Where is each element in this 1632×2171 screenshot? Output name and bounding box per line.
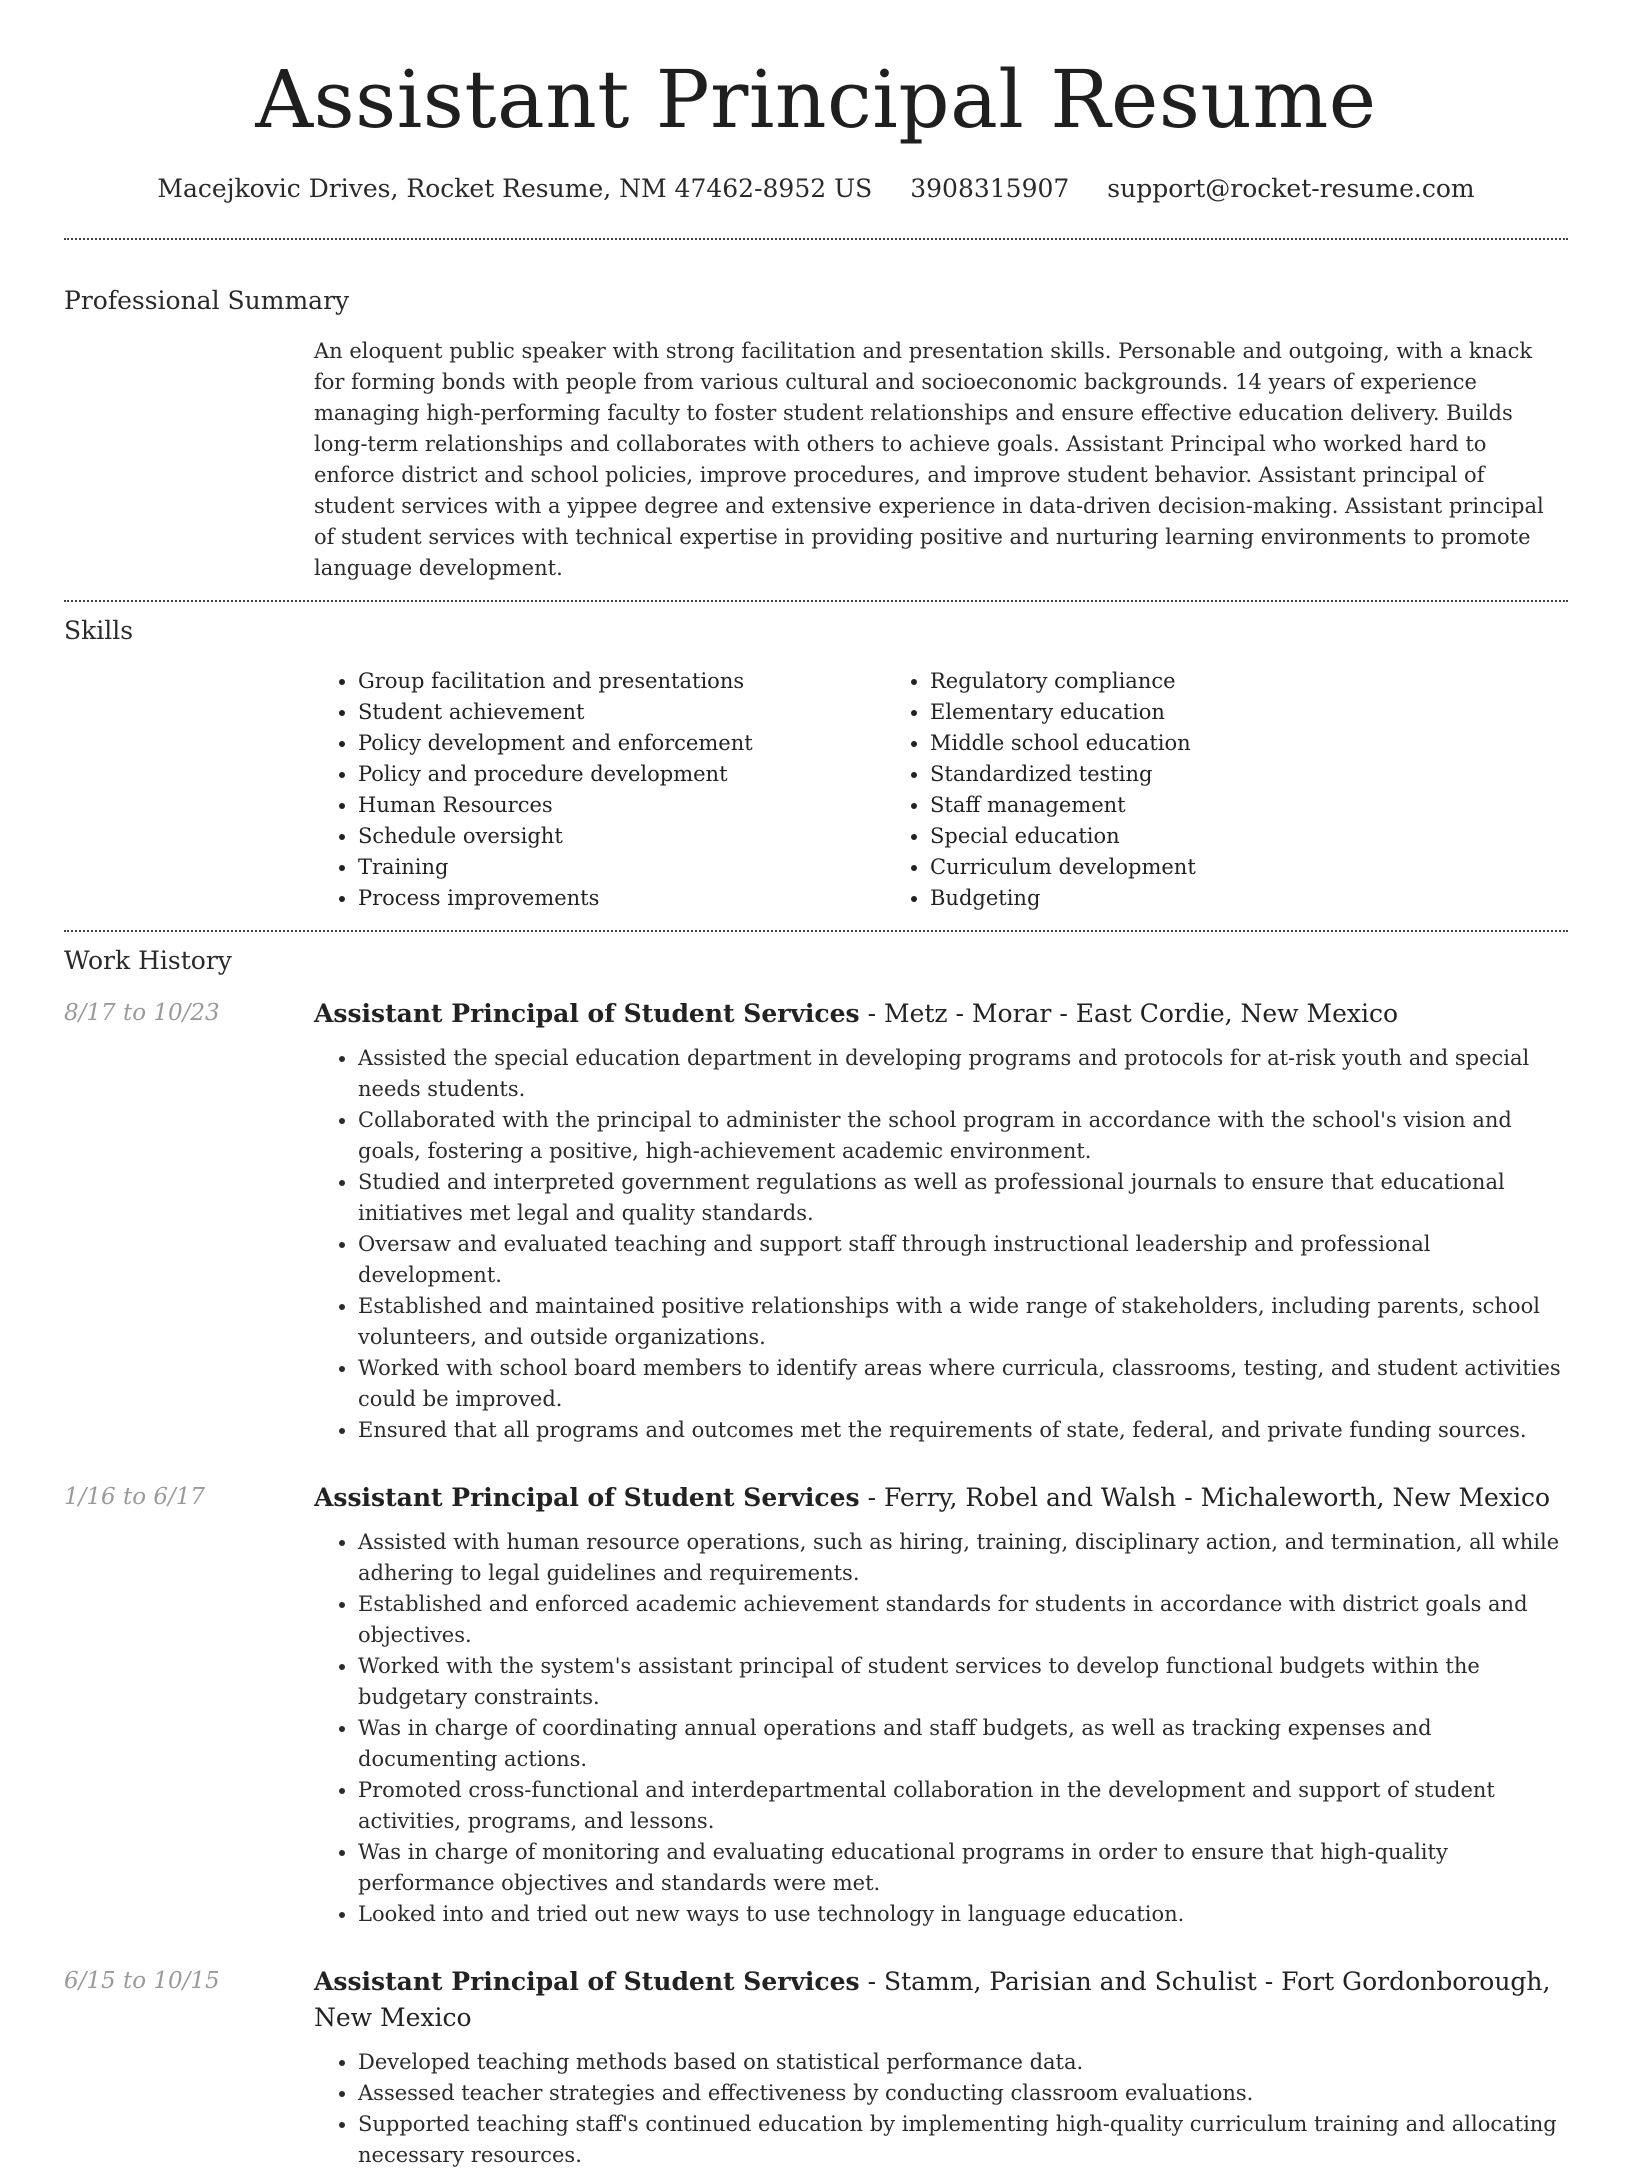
job-bullet: • Studied and interpreted government regulations as well as professional journals to ensure that educational initiatives met legal and quality standards. (358, 1167, 1568, 1229)
skill-item: • Standardized testing (930, 759, 1458, 790)
professional-summary-section (64, 240, 1568, 600)
job-employer: - Stamm, Parisian and Schulist - Fort Gordonborough, New Mexico (314, 1967, 1551, 2032)
job-bullet: • Assisted with human resource operations, such as hiring, training, disciplinary action, and termination, all while adhering to legal guidelines and requirements. (358, 1527, 1568, 1589)
job-bullet: • Worked with school board members to identify areas where curricula, classrooms, testing, and student activities could be improved. (358, 1353, 1568, 1415)
skills-list-left (314, 666, 886, 914)
job-bullet: • Was in charge of coordinating annual operations and staff budgets, as well as tracking expenses and documenting actions. (358, 1713, 1568, 1775)
job-title (314, 996, 1568, 1032)
skill-item: • Elementary education (930, 697, 1458, 728)
skill-item: • Policy development and enforcement (358, 728, 886, 759)
skill-item: • Regulatory compliance (930, 666, 1458, 697)
job-entry (64, 1964, 1568, 2171)
job-bullet: • Was in charge of monitoring and evaluating educational programs in order to ensure that high-quality performance objectives and standards were met. (358, 1837, 1568, 1899)
job-details (314, 996, 1568, 1446)
job-role: Assistant Principal of Student Services (314, 1967, 860, 1996)
job-bullets (314, 2047, 1568, 2171)
job-bullet: • Established and enforced academic achievement standards for students in accordance with district goals and objectives. (358, 1589, 1568, 1651)
job-dates: 1/16 to 6/17 (64, 1484, 206, 1510)
skill-item: • Training (358, 852, 886, 883)
skills-list-right (886, 666, 1458, 914)
job-bullet: • Oversaw and evaluated teaching and support staff through instructional leadership and professional development. (358, 1229, 1568, 1291)
skills-section (64, 602, 1568, 930)
work-history-section (64, 932, 1568, 2171)
work-history-heading: Work History (64, 946, 232, 975)
job-employer: - Ferry, Robel and Walsh - Michaleworth, New Mexico (859, 1483, 1550, 1512)
skill-item: • Schedule oversight (358, 821, 886, 852)
job-bullet: • Worked with the system's assistant principal of student services to develop functional budgets within the budgetary constraints. (358, 1651, 1568, 1713)
job-bullets (314, 1527, 1568, 1930)
contact-address: Macejkovic Drives, Rocket Resume, NM 47462-8952 US (157, 174, 873, 203)
resume-title: Assistant Principal Resume (255, 53, 1377, 146)
job-role: Assistant Principal of Student Services (314, 1483, 860, 1512)
job-bullet: • Supported teaching staff's continued education by implementing high-quality curriculum training and allocating necessary resources. (358, 2109, 1568, 2171)
summary-text: An eloquent public speaker with strong facilitation and presentation skills. Personable and outgoing, with a knack for forming bonds with people from various cultural and socioeconomic backgrounds. 14 years of experience managing high-performing faculty to foster student relationships and ensure effective education delivery. Builds long-term relationships and collaborates with others to achieve goals. Assistant Principal who worked hard to enforce district and school policies, improve procedures, and improve student behavior. Assistant principal of student services with a yippee degree and extensive experience in data-driven decision-making. Assistant principal of student services with technical expertise in providing positive and nurturing learning environments to promote language development. (314, 339, 1544, 580)
job-bullet: • Established and maintained positive relationships with a wide range of stakeholders, including parents, school volunteers, and outside organizations. (358, 1291, 1568, 1353)
skill-item: • Staff management (930, 790, 1458, 821)
job-bullet: • Assessed teacher strategies and effectiveness by conducting classroom evaluations. (358, 2078, 1568, 2109)
job-bullet: • Ensured that all programs and outcomes met the requirements of state, federal, and private funding sources. (358, 1415, 1568, 1446)
skill-item: • Group facilitation and presentations (358, 666, 886, 697)
job-entry (64, 1480, 1568, 1930)
job-bullet: • Assisted the special education department in developing programs and protocols for at-risk youth and special needs students. (358, 1043, 1568, 1105)
job-details (314, 1964, 1568, 2171)
contact-line (64, 172, 1568, 206)
skill-item: • Special education (930, 821, 1458, 852)
job-entry (64, 996, 1568, 1446)
job-bullet: • Promoted cross-functional and interdepartmental collaboration in the development and support of student activities, programs, and lessons. (358, 1775, 1568, 1837)
skill-item: • Process improvements (358, 883, 886, 914)
skills-columns (314, 666, 1568, 914)
skill-item: • Middle school education (930, 728, 1458, 759)
job-bullet: • Developed teaching methods based on statistical performance data. (358, 2047, 1568, 2078)
summary-heading: Professional Summary (64, 286, 350, 315)
job-dates: 8/17 to 10/23 (64, 1000, 220, 1026)
job-role: Assistant Principal of Student Services (314, 999, 860, 1028)
skill-item: • Human Resources (358, 790, 886, 821)
job-dates: 6/15 to 10/15 (64, 1968, 220, 1994)
skill-item: • Policy and procedure development (358, 759, 886, 790)
contact-email[interactable]: support@rocket-resume.com (1107, 174, 1475, 203)
skill-item: • Student achievement (358, 697, 886, 728)
job-bullet: • Looked into and tried out new ways to use technology in language education. (358, 1899, 1568, 1930)
skill-item: • Budgeting (930, 883, 1458, 914)
job-title (314, 1480, 1568, 1516)
contact-phone: 3908315907 (910, 174, 1070, 203)
skill-item: • Curriculum development (930, 852, 1458, 883)
job-details (314, 1480, 1568, 1930)
job-bullets (314, 1043, 1568, 1446)
job-title (314, 1964, 1568, 2036)
job-employer: - Metz - Morar - East Cordie, New Mexico (859, 999, 1399, 1028)
skills-heading: Skills (64, 616, 134, 645)
job-bullet: • Collaborated with the principal to administer the school program in accordance with the school's vision and goals, fostering a positive, high-achievement academic environment. (358, 1105, 1568, 1167)
